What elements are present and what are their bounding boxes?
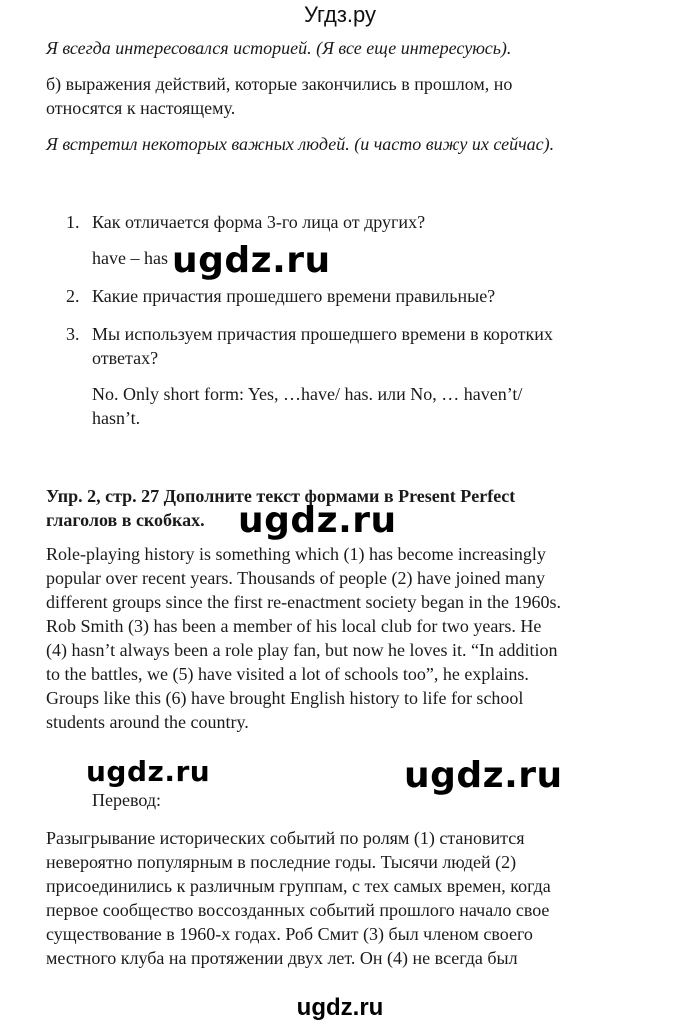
watermark-3: ugdz.ru (86, 755, 211, 788)
question-1-answer: have – has (92, 248, 168, 268)
translation-line-1: Разыгрывание исторических событий по ролям (1) становится (46, 828, 525, 848)
exercise-text-line-5: (4) hasn’t always been a role play fan, but now he loves it. “In addition (46, 640, 558, 660)
translation-line-3: присоединились к различным группам, с тех самых времен, когда (46, 876, 551, 896)
question-3-text-line1: Мы используем причастия прошедшего времени в коротких (92, 324, 553, 344)
translation-label: Перевод: (92, 790, 161, 810)
exercise-text-line-8: students around the country. (46, 712, 249, 732)
translation-line-6: местного клуба на протяжении двух лет. Он (4) не всегда был (46, 948, 518, 968)
site-header-title: Угдз.ру (303, 2, 377, 27)
watermark-1: ugdz.ru (172, 240, 331, 281)
question-3-answer-line1: No. Only short form: Yes, …have/ has. или No, … haven’t/ (92, 384, 523, 404)
exercise-text-line-2: popular over recent years. Thousands of people (2) have joined many (46, 568, 545, 588)
watermark-4: ugdz.ru (404, 755, 563, 796)
exercise-heading-line2: глаголов в скобках. (46, 510, 205, 530)
exercise-text-line-6: to the battles, we (5) have visited a lot of schools too”, he explains. (46, 664, 529, 684)
intro-example-b: Я встретил некоторых важных людей. (и часто вижу их сейчас). (46, 134, 555, 154)
question-1-number: 1. (66, 212, 80, 232)
translation-line-5: существование в 1960-х годах. Роб Смит (3) был членом своего (46, 924, 533, 944)
intro-item-b-line2: относятся к настоящему. (46, 98, 236, 118)
translation-line-2: невероятно популярным в последние годы. Тысячи людей (2) (46, 852, 517, 872)
exercise-text-line-3: different groups since the first re-enactment society began in the 1960s. (46, 592, 562, 612)
question-3-number: 3. (66, 324, 80, 344)
question-1-text: Как отличается форма 3-го лица от других? (92, 212, 426, 232)
question-3-text-line2: ответах? (92, 348, 159, 368)
exercise-text-line-1: Role-playing history is something which (1) has become increasingly (46, 544, 546, 564)
watermark-2: ugdz.ru (238, 500, 397, 541)
question-3-answer-line2: hasn’t. (92, 408, 141, 428)
footer-watermark: ugdz.ru (296, 994, 384, 1021)
exercise-text-line-7: Groups like this (6) have brought English history to life for school (46, 688, 524, 708)
exercise-text-line-4: Rob Smith (3) has been a member of his local club for two years. He (46, 616, 542, 636)
question-2-text: Какие причастия прошедшего времени правильные? (92, 286, 496, 306)
intro-example-a: Я всегда интересовался историей. (Я все еще интересуюсь). (46, 38, 512, 58)
translation-line-4: первое сообщество воссозданных событий прошлого начало свое (46, 900, 550, 920)
intro-item-b-line1: б) выражения действий, которые закончились в прошлом, но (46, 74, 513, 94)
exercise-heading-line1: Упр. 2, стр. 27 Дополните текст формами в Present Perfect (46, 486, 516, 506)
question-2-number: 2. (66, 286, 80, 306)
